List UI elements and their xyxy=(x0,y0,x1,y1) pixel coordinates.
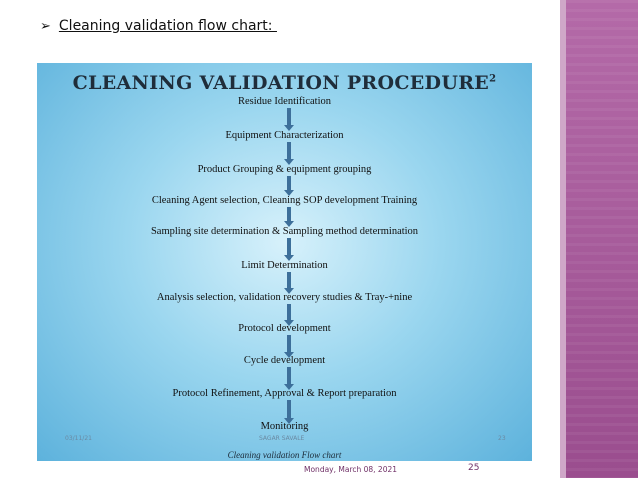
flow-arrow xyxy=(287,176,291,191)
step-analysis-selection: Analysis selection, validation recovery studies & Tray-+nine xyxy=(156,292,413,303)
step-residue-identification: Residue Identification xyxy=(237,96,331,107)
flow-arrow xyxy=(287,272,291,289)
decorative-sidebar xyxy=(566,0,638,478)
flow-arrow xyxy=(287,238,291,256)
slide-footer-author: SAGAR SAVALE xyxy=(259,435,305,442)
flow-arrow xyxy=(287,304,291,321)
flow-arrow xyxy=(287,335,291,353)
step-monitoring: Monitoring xyxy=(260,421,309,432)
step-equipment-characterization: Equipment Characterization xyxy=(225,130,344,141)
step-protocol-refinement: Protocol Refinement, Approval & Report preparation xyxy=(172,388,397,399)
flowchart-title: CLEANING VALIDATION PROCEDURE$^2$ xyxy=(72,72,497,94)
step-sampling-site-determination: Sampling site determination & Sampling method determination xyxy=(150,226,419,237)
flow-arrow xyxy=(287,367,291,385)
slide-footer-number: 23 xyxy=(498,435,506,442)
step-limit-determination: Limit Determination xyxy=(241,260,328,271)
heading-text: Cleaning validation flow chart: xyxy=(58,18,277,34)
slide-footer-date: 03/11/21 xyxy=(65,435,92,442)
slide-heading xyxy=(40,18,277,34)
flowchart-image xyxy=(37,63,532,461)
flow-arrow xyxy=(287,207,291,222)
flow-arrow xyxy=(287,400,291,419)
title-superscript: 2 xyxy=(489,73,497,85)
flowchart-caption: Cleaning validation Flow chart xyxy=(227,450,342,460)
bullet-arrow-icon: ➢ xyxy=(40,18,51,34)
flow-arrow xyxy=(287,108,291,126)
footer-page-number: 25 xyxy=(468,463,480,473)
step-product-grouping: Product Grouping & equipment grouping xyxy=(197,164,372,175)
step-cycle-development: Cycle development xyxy=(243,355,326,366)
step-cleaning-agent-selection: Cleaning Agent selection, Cleaning SOP development Training xyxy=(151,195,418,206)
flow-arrow xyxy=(287,142,291,160)
step-protocol-development: Protocol development xyxy=(238,323,331,334)
footer-date: Monday, March 08, 2021 xyxy=(304,465,398,474)
